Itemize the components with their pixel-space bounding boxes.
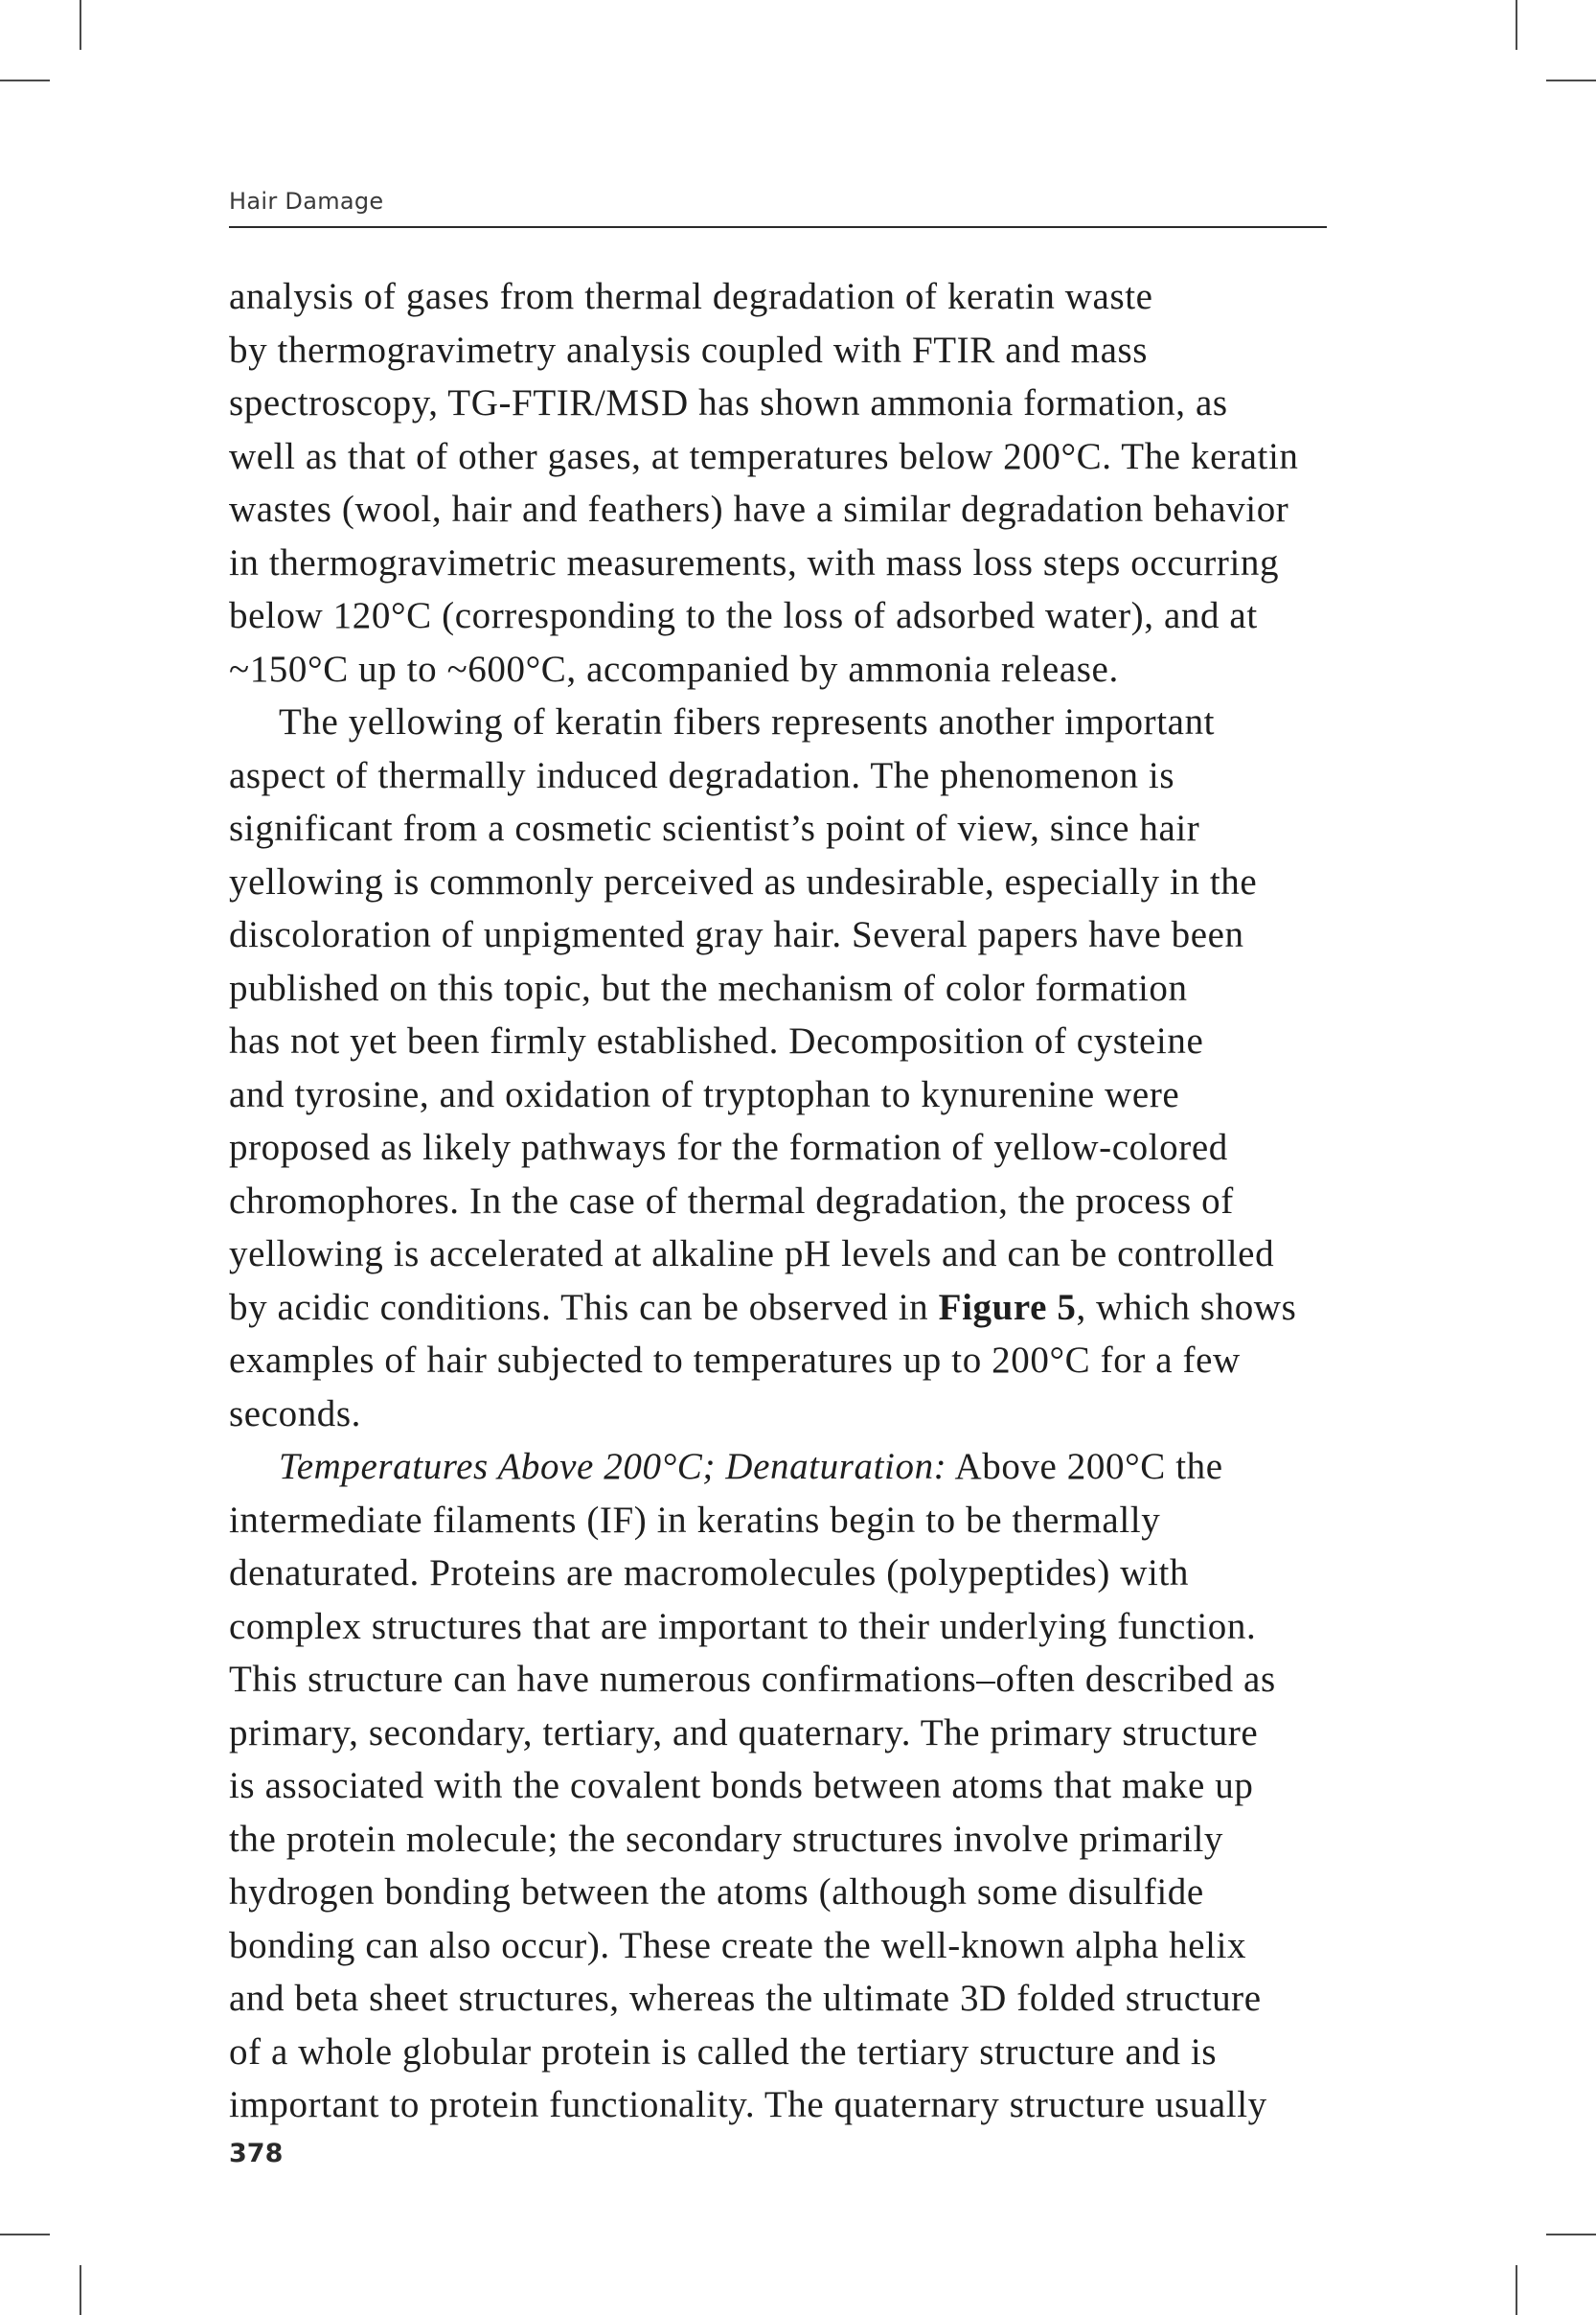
text-line: has not yet been firmly established. Decomposition of cysteine [229,1020,1204,1062]
text-line: yellowing is accelerated at alkaline pH levels and can be controlled [229,1233,1275,1274]
text-line: complex structures that are important to their underlying function. [229,1605,1257,1647]
text-line: wastes (wool, hair and feathers) have a similar degradation behavior [229,489,1289,530]
text-line: denaturated. Proteins are macromolecules (polypeptides) with [229,1552,1190,1593]
header-rule [229,226,1327,228]
text-line: important to protein functionality. The quaternary structure usually [229,2084,1267,2125]
text-line: This structure can have numerous confirmations–often described as [229,1659,1276,1700]
crop-mark [0,80,50,81]
text-line: analysis of gases from thermal degradation of keratin waste [229,276,1153,317]
crop-mark [80,0,81,50]
text-line: of a whole globular protein is called the tertiary structure and is [229,2030,1218,2073]
text-line: proposed as likely pathways for the formation of yellow-colored [229,1127,1228,1168]
text-line: by thermogravimetry analysis coupled with FTIR and mass [229,329,1149,371]
text-line: spectroscopy, TG-FTIR/MSD has shown ammonia formation, as [229,382,1228,424]
running-head: Hair Damage [229,188,384,215]
text-line: discoloration of unpigmented gray hair. Several papers have been [229,914,1244,955]
text-line: intermediate filaments (IF) in keratins begin to be thermally [229,1499,1161,1541]
crop-mark [1516,0,1517,50]
run-in-heading: Temperatures Above 200°C; Denaturation: [279,1446,947,1487]
text-line: hydrogen bonding between the atoms (although some disulfide [229,1871,1204,1913]
text-line: well as that of other gases, at temperatures below 200°C. The keratin [229,435,1299,477]
crop-mark [1546,2234,1596,2235]
text-line: significant from a cosmetic scientist’s point of view, since hair [229,808,1200,849]
text-run: by acidic conditions. This can be observed in [229,1286,939,1328]
crop-mark [80,2265,81,2315]
text-run: Above 200°C the [946,1446,1223,1487]
text-line: primary, secondary, tertiary, and quaternary. The primary structure [229,1711,1259,1753]
figure-reference: Figure 5 [938,1286,1077,1328]
text-line: bonding can also occur). These create the well-known alpha helix [229,1924,1247,1966]
text-line: in thermogravimetric measurements, with mass loss steps occurring [229,541,1280,584]
text-line: seconds. [229,1392,362,1434]
text-line: ~150°C up to ~600°C, accompanied by ammonia release. [229,648,1119,690]
body-text [229,270,1327,2132]
text-line: and beta sheet structures, whereas the ultimate 3D folded structure [229,1978,1262,2019]
text-line: below 120°C (corresponding to the loss of adsorbed water), and at [229,595,1258,636]
section-heading-line [229,1440,1327,1494]
text-line: the protein molecule; the secondary structures involve primarily [229,1818,1224,1860]
text-line: The yellowing of keratin fibers represents another important [279,701,1216,743]
crop-mark [1546,80,1596,81]
text-line: yellowing is commonly perceived as undesirable, especially in the [229,860,1258,903]
crop-mark [1516,2265,1517,2315]
crop-mark [0,2234,50,2235]
text-line: chromophores. In the case of thermal degradation, the process of [229,1180,1234,1222]
text-line: aspect of thermally induced degradation. The phenomenon is [229,754,1175,796]
text-run: , which shows [1076,1286,1297,1328]
text-line: and tyrosine, and oxidation of tryptophan to kynurenine were [229,1073,1180,1115]
text-line: examples of hair subjected to temperatures up to 200°C for a few [229,1340,1241,1381]
text-line: published on this topic, but the mechanism of color formation [229,967,1188,1009]
text-line: is associated with the covalent bonds between atoms that make up [229,1765,1254,1806]
page-number: 378 [229,2139,284,2168]
figure-reference-line [229,1281,1327,1335]
